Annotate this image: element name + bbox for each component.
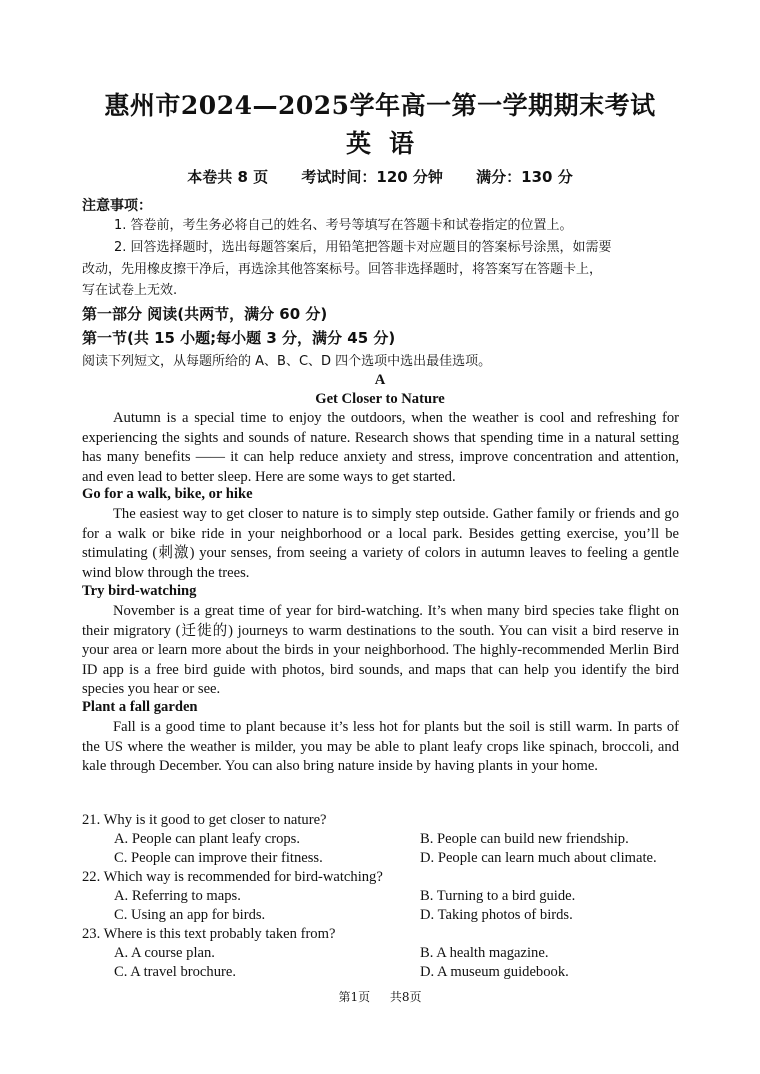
subheading-bird: Try bird-watching xyxy=(82,583,197,599)
note-item-1: 1. 答卷前，考生务必将自己的姓名、考号等填写在答题卡和试卷指定的位置上。 xyxy=(114,218,573,233)
question-22-option-c: C. Using an app for birds. xyxy=(114,907,266,923)
question-23-stem: 23. Where is this text probably taken from? xyxy=(82,926,336,942)
question-22-stem: 22. Which way is recommended for bird-watching? xyxy=(82,869,383,885)
paragraph-walk: The easiest way to get closer to nature is to simply step outside. Gather family or friends and go for a walk or bike ride in your neighborhood or a local park. Besides getting exercise, you’ll be stimulating (刺激) your senses, from seeing a variety of colors in autumn leaves to feeling a gentle wind blow through the trees. xyxy=(82,506,679,581)
question-23-option-b: B. A health magazine. xyxy=(420,945,549,961)
exam-info xyxy=(0,166,760,187)
exam-title: 惠州市2024—2025学年高一第一学期期末考试 xyxy=(104,91,656,120)
question-21-option-c: C. People can improve their fitness. xyxy=(114,850,323,866)
question-23-option-d: D. A museum guidebook. xyxy=(420,964,569,980)
section-heading: 第一节(共 15 小题;每小题 3 分，满分 45 分) xyxy=(82,329,396,347)
question-22-option-d: D. Taking photos of birds. xyxy=(420,907,573,923)
subheading-walk: Go for a walk, bike, or hike xyxy=(82,486,253,502)
question-22-option-b: B. Turning to a bird guide. xyxy=(420,888,576,904)
exam-subject: 英语 xyxy=(345,129,432,158)
question-21-option-b: B. People can build new friendship. xyxy=(420,831,629,847)
subheading-garden: Plant a fall garden xyxy=(82,699,198,715)
passage-intro: Autumn is a special time to enjoy the outdoors, when the weather is cool and refreshing for experiencing the sights and sounds of nature. Research shows that spending time in a natural setting has many benefits —— it can help reduce anxiety and stress, improve concentration and attention, and even lead to better sleep. Here are some ways to get started. xyxy=(82,410,679,485)
note-item-2-line-1: 2. 回答选择题时，选出每题答案后，用铅笔把答题卡对应题目的答案标号涂黑，如需要 xyxy=(114,240,612,255)
exam-time: 考试时间：120 分钟 xyxy=(301,168,443,186)
footer-page-number: 第1页 xyxy=(338,990,371,1004)
passage-label: A xyxy=(374,372,386,388)
paragraph-bird: November is a great time of year for bird-watching. It’s when many bird species take flight on their migratory (迁徙的) journeys to warm destinations to the south. You can visit a bird reserve in your area or learn more about the birds in your neighborhood. The highly-recommended Merlin Bird ID app is a free bird guide with photos, bird sounds, and maps that can help you identify the bird species you hear or see. xyxy=(82,603,679,697)
reading-instruction: 阅读下列短文，从每题所给的 A、B、C、D 四个选项中选出最佳选项。 xyxy=(82,354,492,369)
part-heading: 第一部分 阅读(共两节，满分 60 分) xyxy=(82,305,328,323)
page-footer xyxy=(0,988,760,1005)
question-22-option-a: A. Referring to maps. xyxy=(114,888,241,904)
note-item-2-line-3: 写在试卷上无效. xyxy=(82,283,178,298)
passage-title: Get Closer to Nature xyxy=(315,391,445,407)
full-score: 满分：130 分 xyxy=(476,168,573,186)
question-21-option-a: A. People can plant leafy crops. xyxy=(114,831,301,847)
page-count: 本卷共 8 页 xyxy=(187,168,269,186)
paragraph-garden: Fall is a good time to plant because it’s less hot for plants but the soil is still warm. In parts of the US where the weather is milder, you may be able to plant leafy crops like spinach, broccoli, and kale through December. You can also bring nature inside by having plants in your home. xyxy=(82,719,679,774)
question-23-option-a: A. A course plan. xyxy=(114,945,215,961)
footer-total-pages: 共8页 xyxy=(389,990,422,1004)
question-21-stem: 21. Why is it good to get closer to nature? xyxy=(82,812,327,828)
note-item-2-line-2: 改动，先用橡皮擦干净后，再选涂其他答案标号。回答非选择题时，将答案写在答题卡上， xyxy=(82,262,603,277)
question-23-option-c: C. A travel brochure. xyxy=(114,964,236,980)
notes-heading: 注意事项： xyxy=(82,198,152,214)
question-21-option-d: D. People can learn much about climate. xyxy=(420,850,657,866)
